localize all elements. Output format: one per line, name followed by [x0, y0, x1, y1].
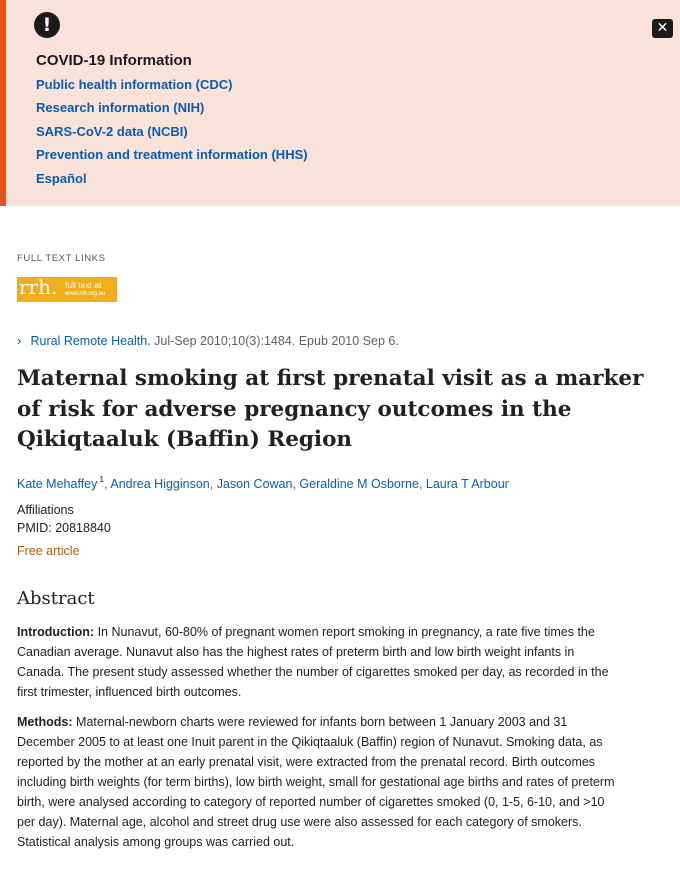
full-text-links-label: FULL TEXT LINKS: [17, 253, 106, 264]
free-article-label: Free article: [17, 544, 80, 558]
affiliations-toggle[interactable]: Affiliations: [17, 503, 74, 517]
link-ncbi[interactable]: SARS-CoV-2 data (NCBI): [36, 123, 188, 139]
author-list: Kate Mehaffey $^1$, Andrea Higginson, Jason Cowan, Geraldine M Osborne, Laura T Arbour: [17, 474, 509, 491]
abstract-methods: [17, 712, 621, 852]
section-label: Introduction:: [17, 625, 95, 639]
author-link[interactable]: Geraldine M Osborne: [299, 477, 419, 491]
banner-links: [36, 76, 308, 193]
abstract-heading: Abstract: [17, 588, 95, 609]
rrh-full-text-link[interactable]: [17, 277, 117, 302]
abstract-introduction: [17, 622, 621, 702]
affiliation-sup[interactable]: 1: [99, 474, 105, 484]
author-link[interactable]: Kate Mehaffey: [17, 477, 98, 491]
journal-link[interactable]: Rural Remote Health.: [30, 334, 151, 348]
author-link[interactable]: Laura T Arbour: [425, 477, 509, 491]
chevron-right-icon[interactable]: ›: [17, 333, 22, 348]
link-nih[interactable]: Research information (NIH): [36, 100, 205, 116]
author-link[interactable]: Andrea Higginson: [110, 477, 210, 491]
rrh-badge-text: full text at: [65, 280, 102, 290]
author-link[interactable]: Jason Cowan: [216, 477, 293, 491]
banner-title: COVID-19 Information: [36, 52, 192, 69]
article-title: Maternal smoking at first prenatal visit as a marker of risk for adverse pregnancy outcomes in the Qikiqtaaluk (Baffin) Region: [17, 366, 644, 452]
section-label: Methods:: [17, 715, 73, 729]
citation: [17, 333, 399, 348]
citation-details: Jul-Sep 2010;10(3):1484. Epub 2010 Sep 6.: [154, 334, 399, 348]
close-banner-button[interactable]: [652, 19, 673, 38]
covid-banner: [0, 0, 680, 206]
rrh-logo: rrh.: [19, 277, 58, 299]
exclamation-circle-icon: !: [34, 12, 60, 38]
section-text: Maternal-newborn charts were reviewed for infants born between 1 January 2003 and 31 December 2005 to at least one Inuit parent in the Qikiqtaaluk (Baffin) region of Nunavut. Smoking data, as reported by the mother at an early prenatal visit, were extracted from the prenatal record. Birth outcomes including birth weights (for term births), low birth weight, small for gestational age births and rates of preterm birth, were analysed according to category of reported number of cigarettes smoked (0, 1-5, 6-10, and >10 per day). Maternal age, alcohol and street drug use were also assessed for each category of smokers. Statistical analysis among groups was carried out.: [17, 715, 615, 849]
rrh-badge-url: www.rrh.org.au: [65, 291, 106, 297]
section-text: In Nunavut, 60-80% of pregnant women report smoking in pregnancy, a rate five times the Canadian average. Nunavut also has the highest rates of preterm birth and low birth weight infants in Canada. The present study assessed whether the number of cigarettes smoked per day, as recorded in the first trimester, influenced birth outcomes.: [17, 625, 609, 699]
close-icon: ✕: [656, 20, 669, 36]
link-espanol[interactable]: Español: [36, 170, 87, 186]
link-cdc[interactable]: Public health information (CDC): [36, 77, 233, 92]
pmid: PMID: 20818840: [17, 521, 111, 535]
link-hhs[interactable]: Prevention and treatment information (HHS): [36, 147, 308, 163]
